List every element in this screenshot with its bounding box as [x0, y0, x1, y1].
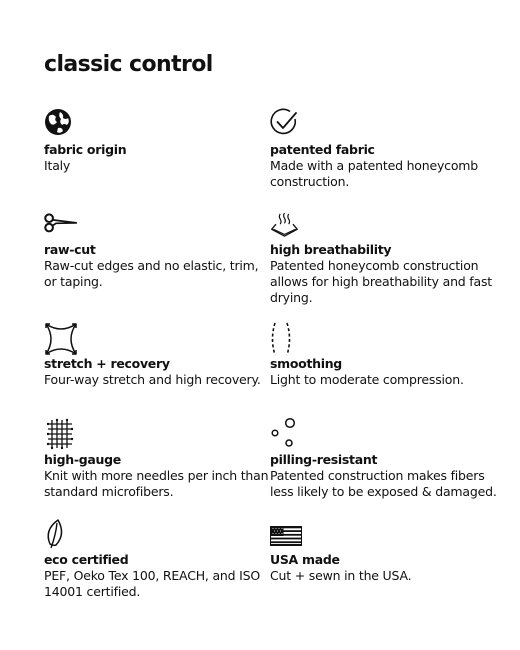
feature-stretch-recovery	[44, 322, 274, 388]
feature-label: USA made	[270, 552, 340, 567]
breathability-icon	[270, 208, 304, 242]
feature-description: Patented honeycomb construction allows for high breathability and fast drying.	[270, 258, 492, 305]
feature-pilling-resistant	[270, 418, 500, 500]
smoothing-icon	[270, 322, 304, 356]
feature-description: Italy	[44, 158, 71, 173]
knit-grid-icon	[44, 418, 78, 452]
feature-high-breathability	[270, 208, 500, 306]
feature-description: Knit with more needles per inch than standard microfibers.	[44, 468, 269, 499]
feature-smoothing	[270, 322, 500, 388]
scissors-icon	[44, 208, 78, 242]
feature-high-gauge	[44, 418, 274, 500]
feature-description: Raw-cut edges and no elastic, trim, or taping.	[44, 258, 259, 289]
feature-description: Four-way stretch and high recovery.	[44, 372, 261, 387]
us-flag-icon	[270, 518, 304, 552]
feature-label: stretch + recovery	[44, 356, 170, 371]
feature-description: Made with a patented honeycomb construction.	[270, 158, 478, 189]
feature-label: high-gauge	[44, 452, 121, 467]
feature-raw-cut	[44, 208, 274, 290]
feature-label: eco certified	[44, 552, 129, 567]
feature-label: high breathability	[270, 242, 392, 257]
feature-label: patented fabric	[270, 142, 375, 157]
feature-patented-fabric	[270, 108, 500, 190]
feature-description: Patented construction makes fibers less likely to be exposed & damaged.	[270, 468, 497, 499]
leaf-icon	[44, 518, 78, 552]
feature-fabric-origin	[44, 108, 274, 174]
feature-label: smoothing	[270, 356, 342, 371]
feature-label: pilling-resistant	[270, 452, 378, 467]
checkmark-circle-icon	[270, 108, 304, 142]
page-title: classic control	[44, 52, 213, 77]
feature-description: Cut + sewn in the USA.	[270, 568, 412, 583]
feature-label: raw-cut	[44, 242, 96, 257]
feature-eco-certified	[44, 518, 274, 600]
feature-label: fabric origin	[44, 142, 127, 157]
feature-description: PEF, Oeko Tex 100, REACH, and ISO 14001 certified.	[44, 568, 261, 599]
feature-usa-made	[270, 518, 500, 584]
feature-description: Light to moderate compression.	[270, 372, 464, 387]
bubbles-icon	[270, 418, 304, 452]
globe-icon	[44, 108, 78, 142]
four-way-stretch-icon	[44, 322, 78, 356]
